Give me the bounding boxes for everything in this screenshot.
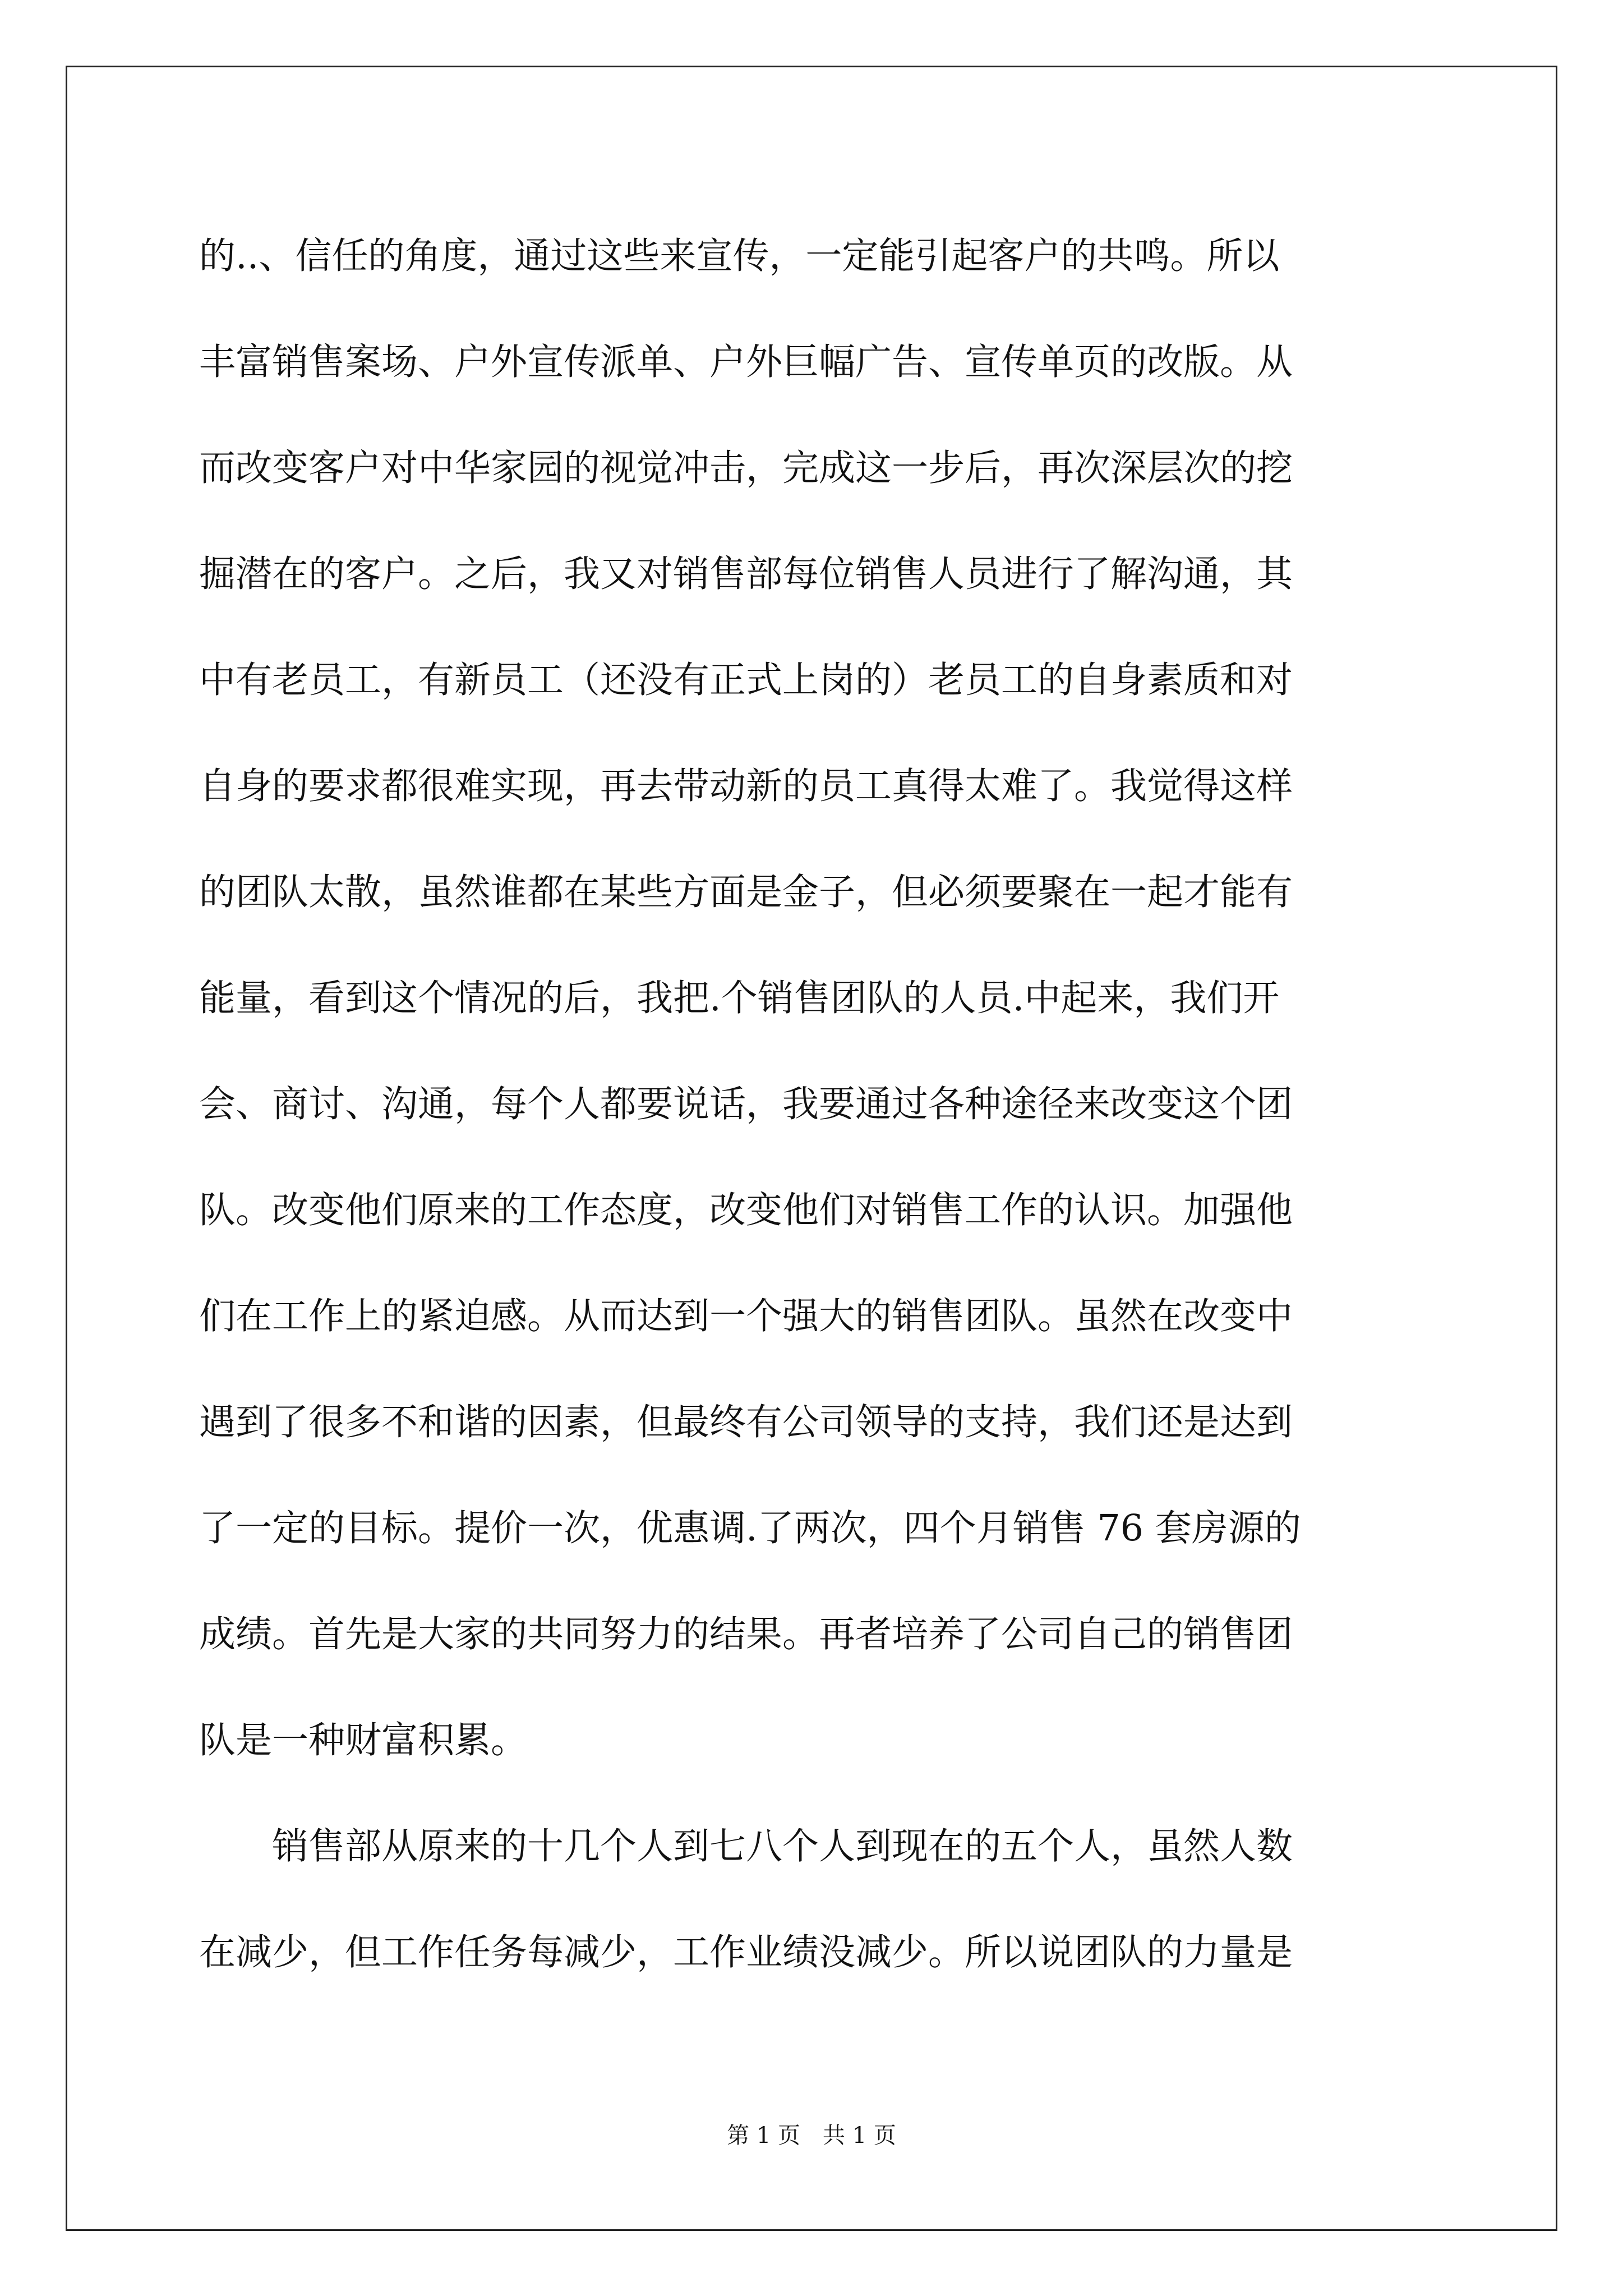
text-line: 了一定的目标。提价一次，优惠调.了两次，四个月销售 76 套房源的 (199, 1507, 1301, 1549)
text-line: 在减少，但工作任务每减少，工作业绩没减少。所以说团队的力量是 (199, 1931, 1293, 1973)
text-line: 销售部从原来的十几个人到七八个人到现在的五个人，虽然人数 (199, 1825, 1293, 1867)
text-line: 能量，看到这个情况的后，我把.个销售团队的人员.中起来，我们开 (199, 977, 1280, 1019)
text-line: 们在工作上的紧迫感。从而达到一个强大的销售团队。虽然在改变中 (199, 1295, 1293, 1337)
text-line: 遇到了很多不和谐的因素，但最终有公司领导的支持，我们还是达到 (199, 1401, 1293, 1443)
text-line: 队是一种财富积累。 (199, 1719, 528, 1761)
document-body (199, 203, 1433, 2005)
text-line: 丰富销售案场、户外宣传派单、户外巨幅广告、宣传单页的改版。从 (199, 341, 1293, 383)
paragraph-2 (199, 1793, 1433, 2005)
text-line: 会、商讨、沟通，每个人都要说话，我要通过各种途径来改变这个团 (199, 1083, 1293, 1125)
text-line: 中有老员工，有新员工（还没有正式上岗的）老员工的自身素质和对 (199, 659, 1293, 701)
text-line: 的团队太散，虽然谁都在某些方面是金子，但必须要聚在一起才能有 (199, 871, 1293, 913)
text-line: 队。改变他们原来的工作态度，改变他们对销售工作的认识。加强他 (199, 1189, 1293, 1231)
page-footer: 第 1 页 共 1 页 (727, 2123, 896, 2148)
text-line: 成绩。首先是大家的共同努力的结果。再者培养了公司自己的销售团 (199, 1613, 1293, 1655)
text-line: 自身的要求都很难实现，再去带动新的员工真得太难了。我觉得这样 (199, 765, 1293, 807)
text-line: 的..、信任的角度，通过这些来宣传，一定能引起客户的共鸣。所以 (199, 235, 1280, 277)
text-line: 掘潜在的客户。之后，我又对销售部每位销售人员进行了解沟通，其 (199, 553, 1293, 595)
paragraph-1 (199, 203, 1433, 1793)
text-line: 而改变客户对中华家园的视觉冲击，完成这一步后，再次深层次的挖 (199, 447, 1293, 489)
